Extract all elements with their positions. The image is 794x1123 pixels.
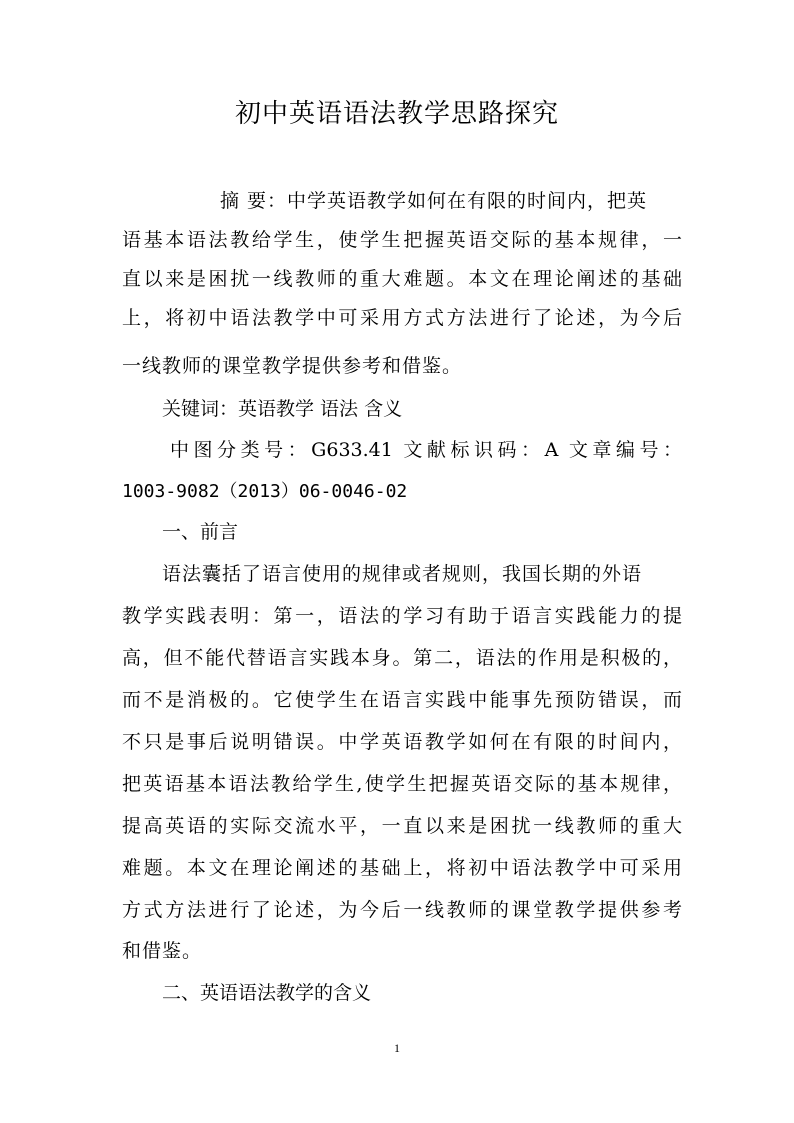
- abstract-line: 直以来是困扰一线教师的重大难题。本文在理论阐述的基础: [122, 268, 682, 290]
- abstract-line: 摘 要：中学英语教学如何在有限的时间内，把英: [220, 190, 648, 212]
- page-number: 1: [394, 1041, 400, 1055]
- body-line: 难题。本文在理论阐述的基础上，将初中语法教学中可采用: [122, 857, 682, 879]
- keywords: 关键词：英语教学 语法 含义: [162, 398, 403, 420]
- abstract-line: 上，将初中语法教学中可采用方式方法进行了论述，为今后: [122, 307, 682, 329]
- body-line: 而不是消极的。它使学生在语言实践中能事先预防错误，而: [122, 689, 682, 711]
- abstract-line: 一线教师的课堂教学提供参考和借鉴。: [122, 355, 463, 377]
- document-title: 初中英语语法教学思路探究: [234, 99, 559, 129]
- classification-number: 中图分类号：G633.41 文献标识码：A 文章编号：: [170, 439, 682, 461]
- body-line: 教学实践表明：第一，语法的学习有助于语言实践能力的提: [122, 605, 682, 627]
- body-line: 提高英语的实际交流水平，一直以来是困扰一线教师的重大: [122, 815, 682, 837]
- abstract-line: 语基本语法教给学生，使学生把握英语交际的基本规律，一: [122, 229, 682, 251]
- body-line: 和借鉴。: [122, 940, 203, 962]
- body-line: 语法囊括了语言使用的规律或者规则，我国长期的外语: [162, 563, 643, 585]
- section-heading: 二、英语语法教学的含义: [162, 982, 372, 1004]
- body-line: 不只是事后说明错误。中学英语教学如何在有限的时间内，: [122, 731, 682, 753]
- body-line: 高，但不能代替语言实践本身。第二，语法的作用是积极的，: [122, 647, 682, 669]
- body-line: 把英语基本语法教给学生,使学生把握英语交际的基本规律，: [122, 773, 682, 795]
- article-number: 1003-9082（2013）06-0046-02: [122, 481, 408, 502]
- body-line: 方式方法进行了论述，为今后一线教师的课堂教学提供参考: [122, 899, 682, 921]
- section-heading: 一、前言: [162, 521, 239, 543]
